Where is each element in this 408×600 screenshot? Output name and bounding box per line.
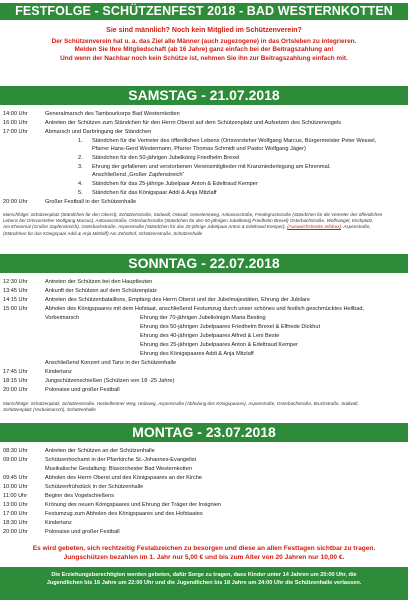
sunday-route-note	[3, 401, 405, 413]
vorbeimarsch-label: Vorbeimarsch	[45, 315, 80, 321]
row-time: 17:00 Uhr	[3, 129, 28, 135]
notice-line-1: Es wird gebeten, sich rechtzeitig Festabzeichen zu besorgen und diese an allen Festtagen sichtbar zu tragen.	[32, 545, 376, 552]
row-text: Polonaise und großer Festball	[45, 529, 120, 535]
row-text: Polonaise und großer Festball	[45, 387, 120, 393]
row-time: 12:30 Uhr	[3, 279, 28, 285]
route-line: Lebens bei Ortsvorsteher Wolfgang Marcus), Antoniusstraße, Osterbachstraße (Ständchen für den 50-jährigen Jubelkönig Friedhelm Brexel) Osterbachstraße, Wolfsangel, Kirchplatz,	[3, 218, 374, 224]
row-text: Anschließend Konzert und Tanz in der Schützenhalle	[45, 360, 177, 366]
row-time: 13:45 Uhr	[3, 288, 28, 294]
item-number: 2.	[78, 155, 83, 161]
row-text: Krönung des neuen Königspaares und Ehrung der Träger der Insignien	[45, 502, 222, 508]
row-time: 17:45 Uhr	[3, 369, 28, 375]
route-line: Schützenplatz (Vorbeimarsch), Schützenhalle	[3, 407, 96, 413]
row-text: Festumzug zum Abholen des Königspaares und des Hofstaates	[45, 511, 203, 517]
honor-item: Ehrung des 50-jährigen Jubelpaares Friedhelm Brexel & Elfriede Dickhut	[140, 324, 321, 330]
row-time: 13:00 Uhr	[3, 502, 28, 508]
membership-intro	[4, 27, 404, 63]
honor-item: Ehrung des 40-jährigen Jubelpaares Alfred & Leni Beste	[140, 333, 280, 339]
route-text: Am Ehrenmal (Großer Zapfenstreich), Osterbachstraße, Aspenstraße (Ständchen für das 25-jährige Jubelpaar Anton & Edeltraud Kemper),	[3, 224, 286, 230]
row-time: 20:00 Uhr	[3, 199, 28, 205]
route-detour-link: (Ausweichstrecke Infobox)	[287, 224, 341, 230]
row-text: Ankunft der Schützen auf dem Schützenplatz	[45, 288, 157, 294]
item-number: 3.	[78, 164, 83, 170]
sunday-heading: SONNTAG - 22.07.2018	[128, 255, 280, 271]
intro-line-1: Der Schützenverein hat u. a. das Ziel alle Männer (auch zugezogene) in das Ortsleben zu integrieren.	[51, 37, 357, 45]
item-text: Ständchen für das 25-jährige Jubelpaar Anton & Edeltraud Kemper	[92, 181, 258, 187]
row-text: Antreten des Schützenbataillons, Empfang des Herrn Oberst und der Jubelmajestäten, Ehrung der Jubilare	[45, 297, 310, 303]
row-time: 15:00 Uhr	[3, 306, 28, 312]
row-time: 08:30 Uhr	[3, 448, 28, 454]
route-line	[3, 224, 405, 230]
youth-line-2: Jugendlichen bis 16 Jahre um 22:00 Uhr und die Jugendlichen bis 18 Jahre um 24:00 Uhr die Schützenhalle verlassen.	[46, 580, 362, 586]
row-text: Generalmarsch des Tambourkorps Bad Westernkotten	[45, 111, 180, 117]
row-time: 10:00 Uhr	[3, 484, 28, 490]
row-time: 20:00 Uhr	[3, 387, 28, 393]
item-text: Pfarrer Hans-Gerd Westermann, Pfarrer Thomas Schmidt und Pastor Wolfgang Jäger)	[92, 146, 306, 152]
row-text: Abholen des Herrn Oberst und des Königspaares an der Kirche	[45, 475, 203, 481]
monday-banner	[0, 423, 408, 442]
row-text: Beginn des Vogelschießens	[45, 493, 115, 499]
row-time: 09:00 Uhr	[3, 457, 28, 463]
intro-question: Sie sind männlich? Noch kein Mitglied im Schützenverein?	[106, 27, 302, 34]
row-text: Schützenfrühstück in der Schützenhalle	[45, 484, 144, 490]
item-text: Anschließend „Großer Zapfenstreich“	[92, 172, 185, 178]
row-text: Abholen des Königspaares mit dem Hofstaat, anschließend Festumzug durch unser schönes und festlich geschmücktes Heilbad,	[45, 306, 365, 312]
row-time: 18:30 Uhr	[3, 520, 28, 526]
youth-protection-bar	[0, 567, 408, 600]
row-text: Kindertanz	[45, 369, 72, 375]
festival-title-banner	[0, 3, 408, 20]
row-time: 17:00 Uhr	[3, 511, 28, 517]
festival-badge-notice	[4, 545, 404, 562]
item-text: Ständchen für das Königspaar Addi & Anja Mitzlaff	[92, 190, 217, 196]
intro-line-3: Und wenn der Nachbar noch kein Schütze ist, nehmen Sie ihn zur Beitragszahlung einfach mit.	[60, 54, 348, 62]
route-line: Marschfolge: Schützenplatz (Ständchen für den Oberst), Schützenstraße, Südwall, Ostwall, Geiseleneweg, Antoniusstraße, Friedegraststraße (Ständchen für die Vertreter des öffentlichen	[3, 212, 383, 217]
honor-item: Ehrung des 25-jährigen Jubelpaares Anton & Edeltraud Kemper	[140, 342, 298, 348]
row-text: Musikalische Gestaltung: Blasorchester Bad Westernkotten	[45, 466, 192, 472]
honor-item: Ehrung der 70-jährigen Jubelkönigin Maria Besting	[140, 315, 266, 321]
item-text: Ständchen für die Vertreter des öffentlichen Lebens (Ortsvorsteher Wolfgang Marcus, Bürgermeister Peter Wessel,	[92, 138, 377, 144]
row-text: Großer Festball in der Schützenhalle	[45, 199, 137, 205]
route-line: Marschfolge: Schützenplatz, Schützenstraße, Hockelheimer Weg, Holzweg, Aspenstraße (Abholung des Königspaares), Aspenstraße, Osterbachstraße, Bruchstraße, Südwall,	[3, 401, 359, 406]
row-text: Antreten der Schützen bei den Hauptleuten	[45, 279, 153, 285]
row-time: 20:00 Uhr	[3, 529, 28, 535]
route-line: (Ständchen für das Königspaar Addi & Anja Mitzlaff) Am Zehnthof, Schützenstraße, Schützenhalle	[3, 230, 203, 236]
honor-item: Ehrung des Königspaares Addi & Anja Mitzlaff	[140, 351, 254, 357]
saturday-heading: SAMSTAG - 21.07.2018	[128, 87, 280, 103]
intro-line-2: Melden Sie Ihre Mitgliedschaft (ab 16 Jahre) ganz einfach bei der Beitragszahlung an!	[74, 46, 334, 54]
monday-heading: MONTAG - 23.07.2018	[132, 424, 276, 440]
sunday-banner	[0, 254, 408, 273]
saturday-route-note	[3, 212, 405, 237]
saturday-banner	[0, 86, 408, 105]
row-time: 14:15 Uhr	[3, 297, 28, 303]
item-text: Ständchen für den 50-jährigen Jubelkönig Friedhelm Brexel	[92, 155, 240, 161]
row-text: Kindertanz	[45, 520, 72, 526]
row-text: Jungschützenschießen (Schützen von 18 -25 Jahre)	[45, 378, 175, 384]
row-time: 16:00 Uhr	[3, 120, 28, 126]
row-text: Antreten der Schützen zum Ständchen für den Herrn Oberst auf dem Schützenplatz und Aufsetzen des Schützenvogels	[45, 120, 342, 126]
row-time: 09:45 Uhr	[3, 475, 28, 481]
row-time: 14:00 Uhr	[3, 111, 28, 117]
route-text-end: , Aspenstraße,	[340, 224, 371, 230]
row-time: 11:00 Uhr	[3, 493, 28, 499]
item-number: 1.	[78, 138, 83, 144]
item-text: Ehrung der gefallenen und verstorbenen Vereinsmitglieder mit Kranzniederlegung am Ehrenmal.	[92, 164, 331, 170]
row-time: 18:15 Uhr	[3, 378, 28, 384]
row-text: Schützenhochamt in der Pfarrkirche St.-Johannes-Evangelist	[45, 457, 197, 463]
row-text: Antreten der Schützen an der Schützenhalle	[45, 448, 155, 454]
youth-line-1: Die Erziehungsberechtigten werden gebeten, dafür Sorge zu tragen, dass Kinder unter 14 Jahren um 20:00 Uhr, die	[51, 572, 357, 578]
row-text: Abmarsch und Darbringung der Ständchen	[45, 129, 152, 135]
item-number: 5.	[78, 190, 83, 196]
notice-line-2: Jungschützen bezahlen im 1. Jahr nur 5,00 € und bis zum Alter von 20 Jahren nur 10,00 €.	[63, 553, 345, 561]
festival-title: FESTFOLGE - SCHÜTZENFEST 2018 - BAD WESTERNKOTTEN	[15, 4, 393, 18]
item-number: 4.	[78, 181, 83, 187]
